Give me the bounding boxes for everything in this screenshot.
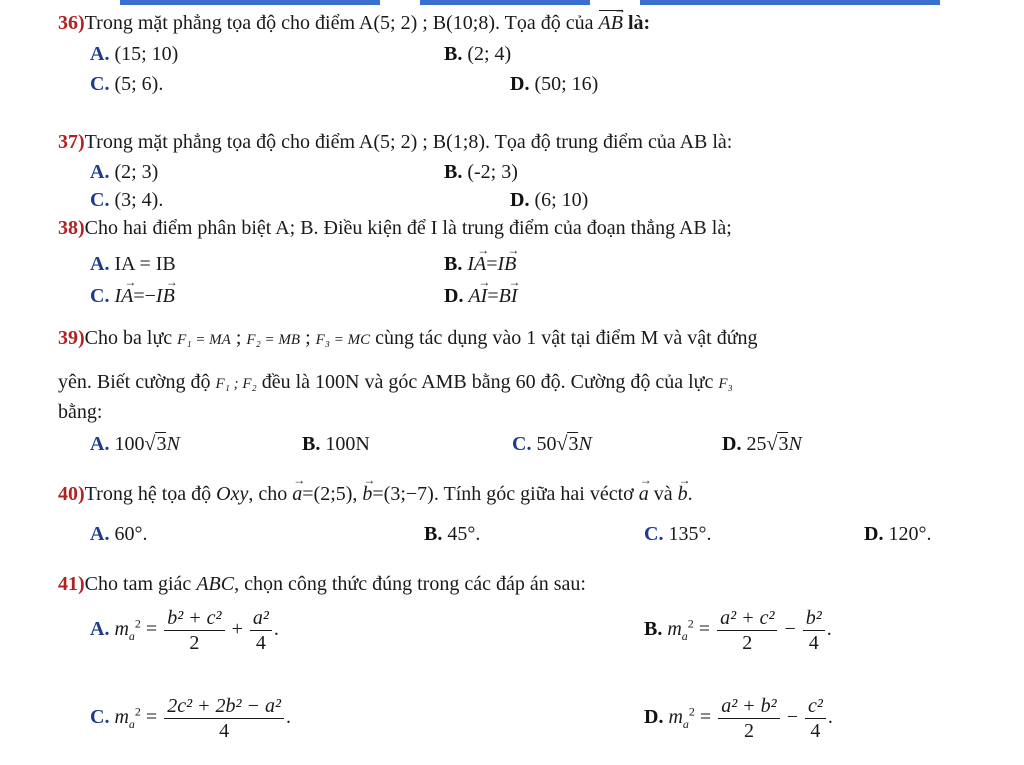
option-value: (15; 10) bbox=[114, 43, 179, 65]
question-text: và bbox=[653, 483, 673, 505]
denominator: 4 bbox=[255, 632, 266, 654]
option-coef: 50 bbox=[536, 433, 557, 455]
option-value: IA = IB bbox=[114, 253, 176, 275]
coordinate-system: Oxy bbox=[216, 483, 249, 505]
option-label: B. bbox=[444, 161, 463, 183]
option-value: (2; 4) bbox=[467, 43, 512, 65]
option-label: D. bbox=[722, 433, 742, 455]
question-tail: là: bbox=[627, 12, 651, 34]
vector-bi: BI → bbox=[499, 284, 518, 308]
option-a[interactable] bbox=[90, 160, 158, 184]
fraction bbox=[805, 694, 826, 743]
option-label: C. bbox=[90, 189, 110, 211]
question-text: , cho bbox=[248, 483, 288, 505]
vector-b: b → bbox=[678, 482, 688, 506]
option-d[interactable]: D. $m_a^2$ = $\frac{\text{a² + b²}}{2}$ − $\frac{\text{c²}}{4}$ . bbox=[644, 695, 833, 742]
fraction bbox=[717, 606, 777, 655]
vector-ib: IB → bbox=[498, 252, 517, 276]
question-number: 41) bbox=[58, 573, 85, 595]
operator: =− bbox=[133, 285, 156, 307]
option-a[interactable]: A. $m_a^2$ = $\frac{\text{b² + c²}}{2}$ + $\frac{\text{a²}}{4}$ . bbox=[90, 607, 279, 654]
denominator: 4 bbox=[810, 720, 821, 742]
fraction bbox=[164, 694, 284, 743]
option-label: A. bbox=[90, 433, 110, 455]
option-value: (3; 4). bbox=[114, 189, 164, 211]
option-label: A. bbox=[90, 253, 110, 275]
numerator: b² bbox=[803, 606, 825, 631]
question-39-line-2 bbox=[58, 370, 733, 396]
triangle-name: ABC bbox=[196, 573, 235, 595]
force-1-ref: F₁ ; F₂ bbox=[215, 376, 257, 392]
option-d[interactable] bbox=[444, 284, 518, 308]
option-d[interactable] bbox=[510, 188, 588, 212]
vector-ib: IB → bbox=[156, 284, 175, 308]
numerator: a² + b² bbox=[718, 694, 780, 719]
force-2: F₂ = MB bbox=[246, 332, 301, 348]
option-b[interactable] bbox=[444, 42, 511, 66]
question-number: 36) bbox=[58, 12, 85, 34]
option-value: (-2; 3) bbox=[467, 161, 518, 183]
top-accent-bar bbox=[0, 0, 1024, 6]
question-39-line-3: bằng: bbox=[58, 401, 103, 423]
option-label: D. bbox=[644, 706, 664, 729]
operator: = bbox=[486, 253, 498, 275]
question-text: Cho tam giác bbox=[84, 573, 192, 595]
question-number: 40) bbox=[58, 483, 85, 505]
question-39-line-1: 39)Cho ba lực F₁ = MA ; F₂ = MB ; F₃ = MC cùng tác dụng vào 1 vật tại điểm M và vật đứng bbox=[58, 327, 758, 349]
denominator: 2 bbox=[189, 632, 200, 654]
option-label: C. bbox=[90, 73, 110, 95]
option-c[interactable]: C. $m_a^2$ = $\frac{\text{2c² + 2b² − a²}}{4}$ . bbox=[90, 695, 292, 742]
question-text: yên. Biết cường độ bbox=[58, 371, 211, 393]
option-value: 45°. bbox=[447, 523, 481, 545]
denominator: 2 bbox=[742, 632, 753, 654]
question-text: Trong mặt phẳng tọa độ cho điểm A(5; 2) ; B(10;8). Tọa độ của bbox=[84, 12, 594, 34]
option-label: D. bbox=[864, 523, 884, 545]
question-number: 38) bbox=[58, 217, 85, 239]
option-value: 60°. bbox=[114, 523, 148, 545]
option-value: (6; 10) bbox=[534, 189, 589, 211]
option-d[interactable]: D. 25√3N bbox=[722, 433, 802, 455]
option-radicand: 3 bbox=[156, 433, 167, 455]
option-b[interactable] bbox=[444, 160, 518, 184]
numerator: b² + c² bbox=[164, 606, 224, 631]
option-coef: 25 bbox=[746, 433, 767, 455]
option-b[interactable]: B. $m_a^2$ = $\frac{\text{a² + c²}}{2}$ − $\frac{\text{b²}}{4}$ . bbox=[644, 607, 832, 654]
option-label: C. bbox=[512, 433, 532, 455]
force-3-ref: F₃ bbox=[718, 376, 733, 392]
numerator: c² bbox=[805, 694, 826, 719]
option-label: A. bbox=[90, 161, 110, 183]
option-a[interactable]: A. 100√3N bbox=[90, 433, 180, 455]
option-label: B. bbox=[302, 433, 321, 455]
option-d[interactable] bbox=[864, 522, 931, 546]
option-c[interactable]: C. 50√3N bbox=[512, 433, 592, 455]
option-coef: 100 bbox=[114, 433, 145, 455]
numerator: a² + c² bbox=[717, 606, 777, 631]
option-c[interactable] bbox=[90, 284, 175, 308]
question-lead: Cho ba lực bbox=[84, 327, 173, 349]
operator: − bbox=[786, 706, 798, 729]
force-3: F₃ = MC bbox=[315, 332, 371, 348]
question-text: , chọn công thức đúng trong các đáp án sau: bbox=[234, 573, 586, 595]
vector-ab: AB → bbox=[599, 10, 623, 35]
denominator: 4 bbox=[808, 632, 819, 654]
option-c[interactable] bbox=[644, 522, 711, 546]
vector-b-value: =(3;−7) bbox=[372, 483, 434, 505]
question-text: Trong mặt phẳng tọa độ cho điểm A(5; 2) ; B(1;8). Tọa độ trung điểm của AB là: bbox=[84, 131, 733, 153]
option-unit: N bbox=[578, 433, 592, 455]
option-label: C. bbox=[90, 706, 110, 729]
operator: − bbox=[784, 618, 796, 641]
option-label: B. bbox=[444, 253, 463, 275]
option-value: 135°. bbox=[668, 523, 712, 545]
question-41 bbox=[58, 572, 586, 596]
option-label: A. bbox=[90, 43, 110, 65]
option-label: B. bbox=[424, 523, 443, 545]
option-label: D. bbox=[510, 189, 530, 211]
option-label: B. bbox=[644, 618, 663, 641]
fraction bbox=[250, 606, 272, 655]
option-label: C. bbox=[644, 523, 664, 545]
question-36 bbox=[58, 10, 650, 35]
vector-ia: IA → bbox=[467, 252, 486, 276]
option-label: A. bbox=[90, 618, 110, 641]
option-a[interactable] bbox=[90, 42, 178, 66]
vector-b: b → bbox=[362, 482, 372, 506]
fraction bbox=[164, 606, 224, 655]
question-37 bbox=[58, 130, 732, 154]
option-value: 100N bbox=[325, 433, 370, 455]
question-text: cùng tác dụng vào 1 vật tại điểm M và vật đứng bbox=[375, 327, 758, 349]
option-unit: N bbox=[166, 433, 180, 455]
question-text: đều là 100N và góc AMB bằng 60 độ. Cường độ của lực bbox=[261, 371, 714, 393]
option-b[interactable] bbox=[302, 432, 370, 456]
vector-a: a → bbox=[639, 482, 649, 506]
question-text: . Tính góc giữa hai véctơ bbox=[433, 483, 634, 505]
option-label: A. bbox=[90, 523, 110, 545]
option-radicand: 3 bbox=[778, 433, 789, 455]
option-label: D. bbox=[444, 285, 464, 307]
vector-a-value: =(2;5) bbox=[302, 483, 353, 505]
option-label: D. bbox=[510, 73, 530, 95]
option-value: (50; 16) bbox=[534, 73, 599, 95]
fraction bbox=[718, 694, 780, 743]
option-value: 120°. bbox=[888, 523, 932, 545]
vector-ia: IA → bbox=[114, 284, 133, 308]
option-label: B. bbox=[444, 43, 463, 65]
option-label: C. bbox=[90, 285, 110, 307]
option-value: (2; 3) bbox=[114, 161, 159, 183]
operator: + bbox=[231, 618, 243, 641]
option-unit: N bbox=[788, 433, 802, 455]
option-c[interactable] bbox=[90, 188, 163, 212]
option-value: (5; 6). bbox=[114, 73, 164, 95]
question-number: 37) bbox=[58, 131, 85, 153]
vector-ai: AI → bbox=[468, 284, 487, 308]
option-b[interactable] bbox=[424, 522, 480, 546]
option-c[interactable] bbox=[90, 72, 163, 96]
option-d[interactable] bbox=[510, 72, 598, 96]
question-38 bbox=[58, 216, 732, 240]
question-text: Trong hệ tọa độ bbox=[84, 483, 212, 505]
fraction bbox=[803, 606, 825, 655]
option-a[interactable] bbox=[90, 522, 147, 546]
question-text: Cho hai điểm phân biệt A; B. Điều kiện để I là trung điểm của đoạn thẳng AB là; bbox=[84, 217, 732, 239]
vector-a: a → bbox=[292, 482, 302, 506]
numerator: 2c² + 2b² − a² bbox=[164, 694, 284, 719]
denominator: 4 bbox=[219, 720, 230, 742]
question-40: 40)Trong hệ tọa độ Oxy, cho a →=(2;5), b →=(3;−7). Tính góc giữa hai véctơ a → và b →. bbox=[58, 482, 693, 506]
option-radicand: 3 bbox=[568, 433, 579, 455]
denominator: 2 bbox=[743, 720, 754, 742]
force-1: F₁ = MA bbox=[177, 332, 231, 348]
numerator: a² bbox=[250, 606, 272, 631]
question-number: 39) bbox=[58, 327, 85, 349]
operator: = bbox=[487, 285, 499, 307]
